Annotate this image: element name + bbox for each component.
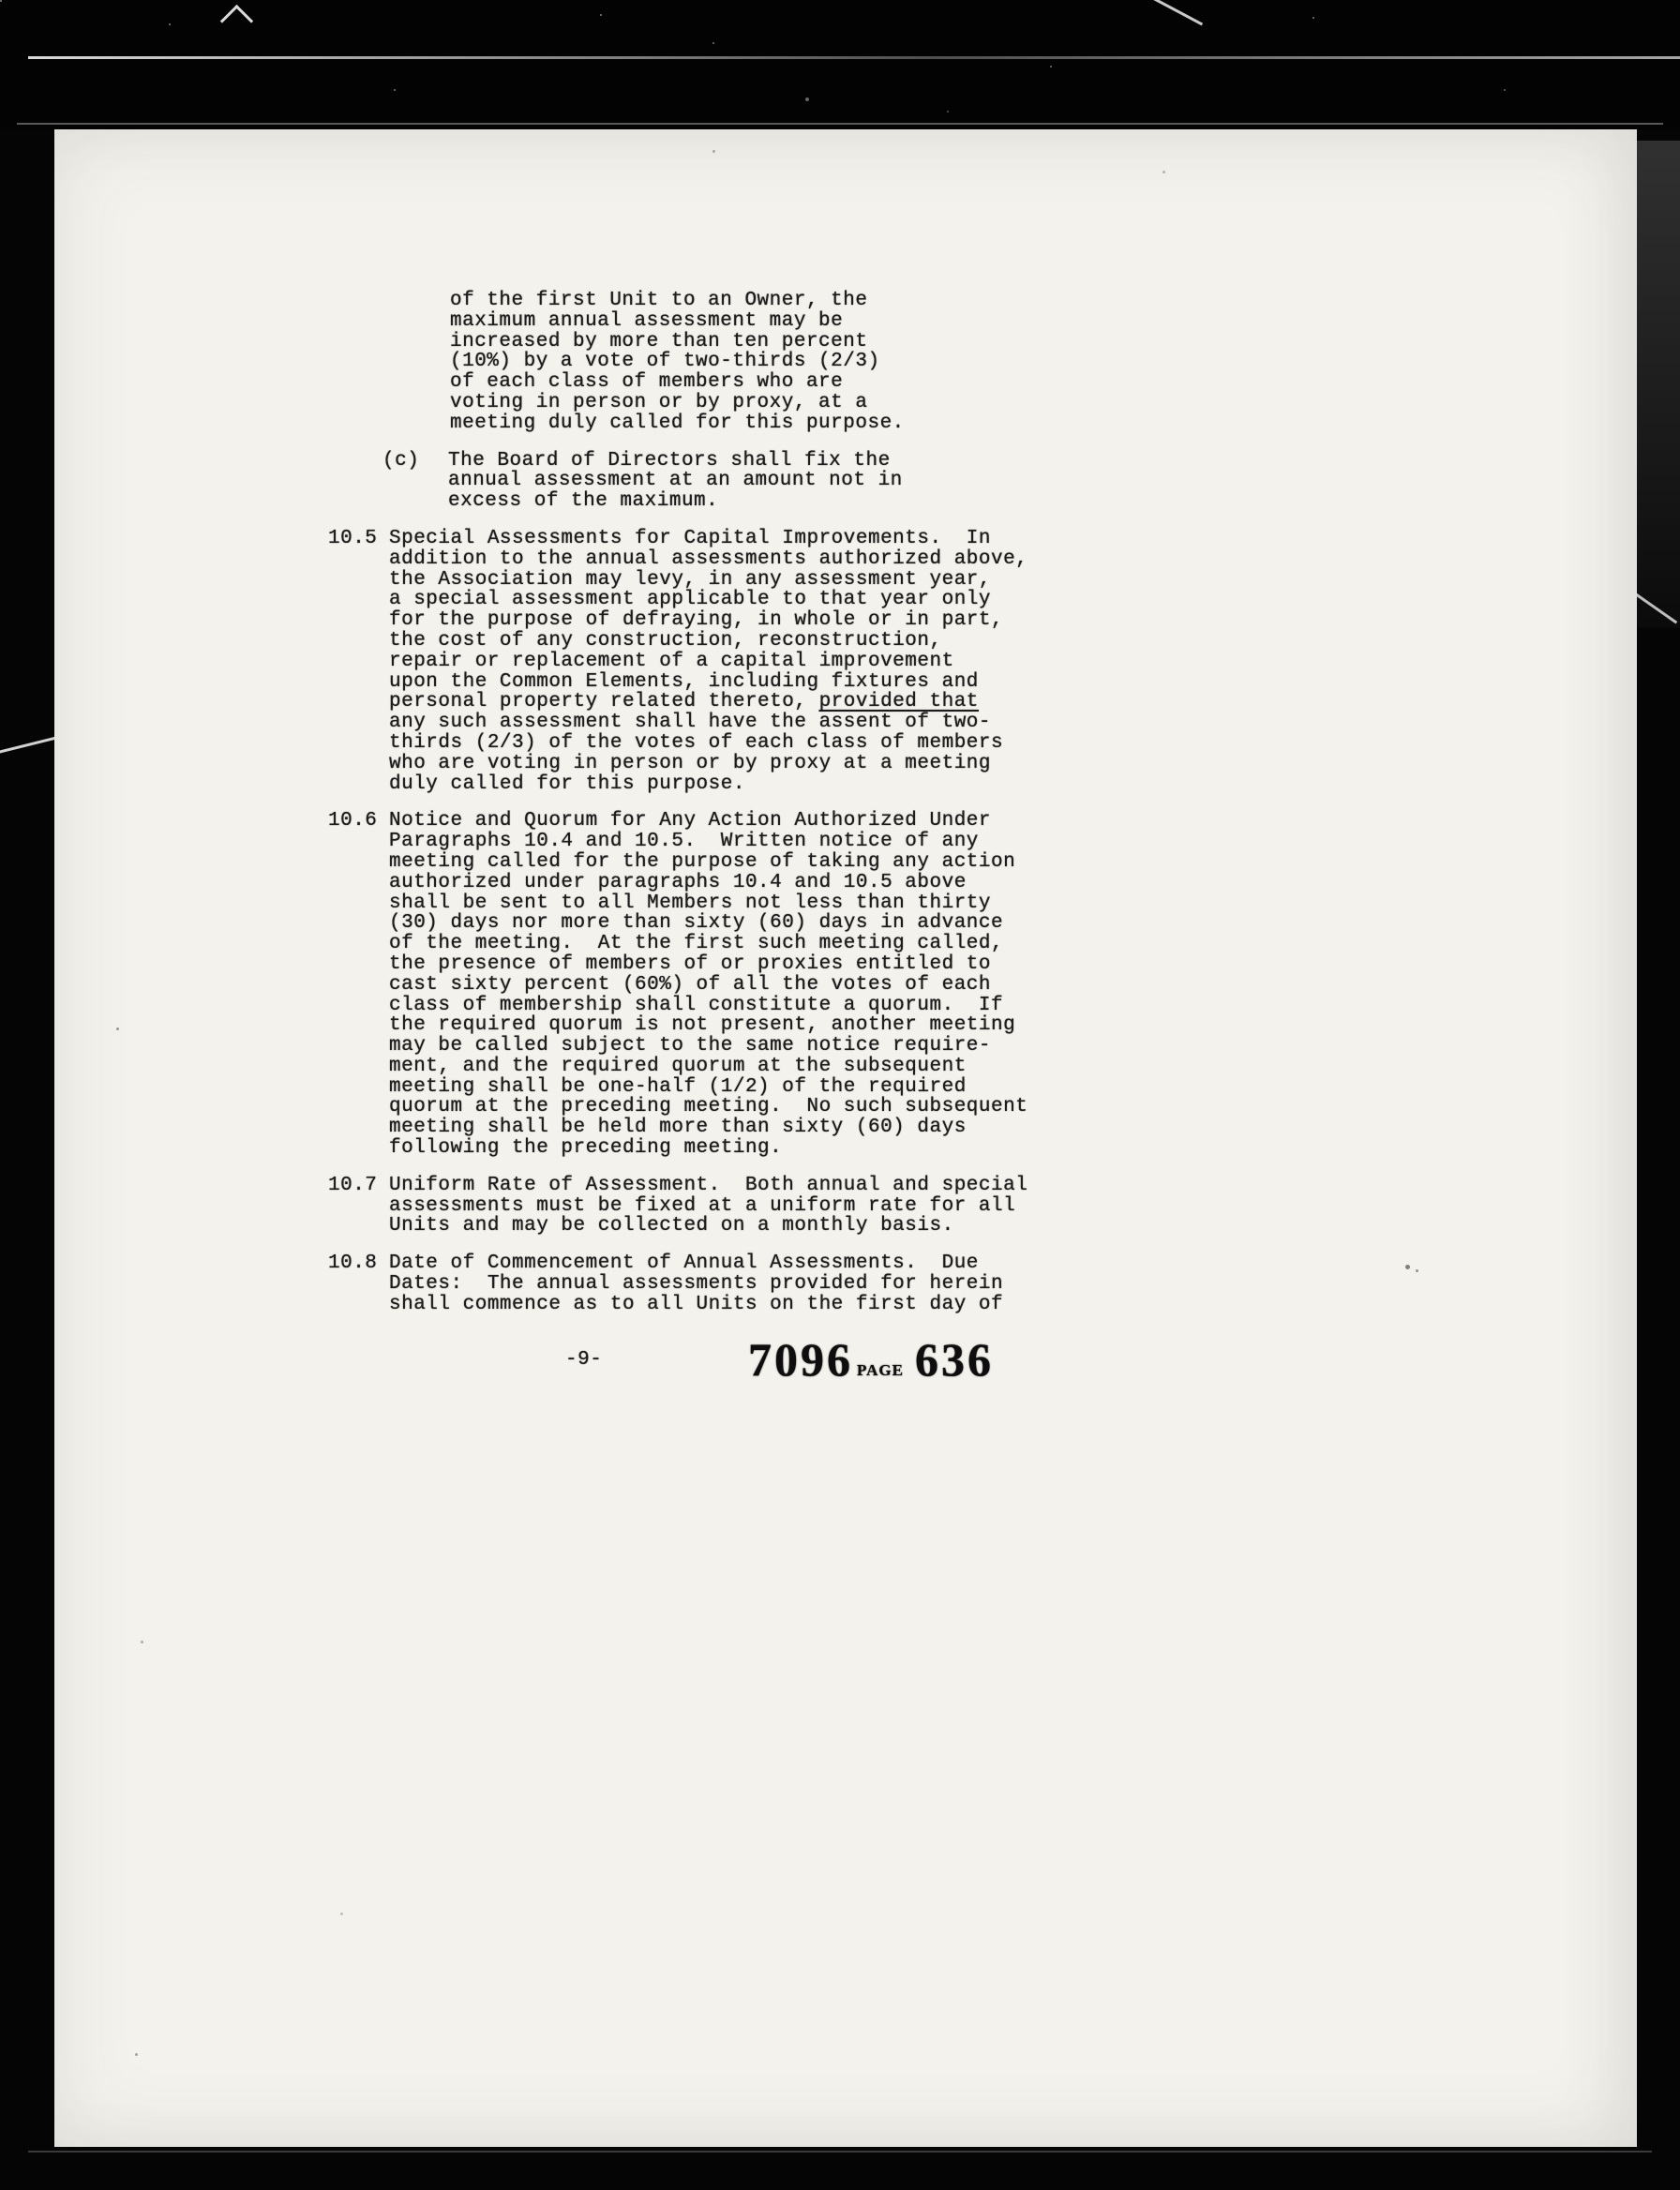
text-line: Uniform Rate of Assessment. Both annual and special [389,1174,1028,1196]
text-line: following the preceding meeting. [389,1137,783,1160]
scan-page-top-edge [17,123,1663,125]
paragraph-lines [389,529,1064,794]
section-number: 10.6 [328,810,378,832]
text-line: The Board of Directors shall fix the [448,449,891,472]
section-10-8 [54,1253,1637,1314]
text-line: meeting shall be one-half (1/2) of the required [389,1075,967,1098]
section-number: 10.8 [328,1252,378,1275]
text-line: upon the Common Elements, including fixtures and [389,670,979,693]
paragraph-lines [448,451,1123,512]
text-line: class of membership shall constitute a quorum. If [389,994,1004,1016]
scan-right-smudge [1637,141,1680,628]
paragraph-lines [389,811,1064,1159]
section-10-7 [54,1176,1637,1237]
text-line: shall be sent to all Members not less than thirty [389,892,992,914]
text-line: thirds (2/3) of the votes of each class of members [389,731,1004,754]
text-line: increased by more than ten percent [450,330,868,352]
stamp-page-value: 636 [914,1332,994,1386]
scan-ink-specks [54,129,57,132]
text-line: Units and may be collected on a monthly basis. [389,1215,954,1238]
text-line: who are voting in person or by proxy at a meeting [389,752,992,774]
text-line: maximum annual assessment may be [450,309,844,332]
text-line: any such assessment shall have the assent of two- [389,712,992,734]
text-line: Notice and Quorum for Any Action Authorized Under [389,810,992,832]
section-number: 10.5 [328,527,378,549]
text-line: meeting shall be held more than sixty (60) days [389,1117,967,1139]
scan-mark-caret [220,5,253,38]
text-line: personal property related thereto, provided that [389,691,979,713]
text-line: quorum at the preceding meeting. No such subsequent [389,1096,1028,1118]
recorder-stamp [748,1332,994,1387]
text-line: meeting called for the purpose of taking any action [389,850,1016,873]
text-line: the required quorum is not present, another meeting [389,1014,1016,1037]
text-line: Dates: The annual assessments provided for herein [389,1273,1004,1296]
text-line: duly called for this purpose. [389,772,745,795]
text-line: of the meeting. At the first such meeting called, [389,933,1004,955]
text-line: ment, and the required quorum at the subsequent [389,1055,967,1077]
scan-scratch-diagonal [1094,0,1203,25]
text-line: of each class of members who are [450,371,844,394]
text-line: the presence of members of or proxies entitled to [389,952,992,975]
text-line: (30) days nor more than sixty (60) days in advance [389,912,1004,935]
scan-noise-dots [0,0,2,2]
text-line: (10%) by a vote of two-thirds (2/3) [450,351,880,373]
paragraph-lines [450,291,1125,434]
clause-label: (c) [382,449,420,472]
paragraph-continuation [54,291,1637,434]
text-line: excess of the maximum. [448,490,719,513]
text-line: addition to the annual assessments authorized above, [389,548,1028,570]
text-line: assessments must be fixed at a uniform rate for all [389,1194,1016,1217]
text-line: voting in person or by proxy, at a [450,391,868,413]
text-line: the Association may levy, in any assessment year, [389,568,992,591]
section-10-6 [54,811,1637,1159]
section-number: 10.7 [328,1174,378,1196]
scan-page-bottom-edge [28,2151,1652,2152]
scan-scratch-line [28,56,1680,59]
section-10-5 [54,529,1637,794]
text-line: repair or replacement of a capital improvement [389,650,954,672]
document-text [54,291,1637,1473]
page-number: -9- [565,1348,603,1371]
text-line: Paragraphs 10.4 and 10.5. Written notice of any [389,831,979,853]
text-line: annual assessment at an amount not in [448,470,903,492]
text-line: for the purpose of defraying, in whole or in part, [389,609,1004,632]
stamp-book-number: 7096 [748,1332,853,1386]
paragraph-lines [389,1253,1064,1314]
stamp-page-label: PAGE [857,1360,904,1379]
text-line: meeting duly called for this purpose. [450,412,905,434]
text-line: cast sixty percent (60%) of all the votes of each [389,973,992,996]
text-line: of the first Unit to an Owner, the [450,290,868,311]
text-line: Special Assessments for Capital Improvements. In [389,527,992,549]
text-line: Date of Commencement of Annual Assessments. Due [389,1252,979,1275]
clause-c [54,451,1637,512]
text-line: may be called subject to the same notice require- [389,1035,992,1058]
scan-top-border [0,0,1680,129]
text-line: the cost of any construction, reconstruction, [389,629,942,652]
text-line: a special assessment applicable to that year only [389,589,992,611]
page-footer [54,1332,1637,1473]
text-line: authorized under paragraphs 10.4 and 10.5 above [389,871,967,893]
document-page [54,129,1637,2147]
paragraph-lines [389,1176,1064,1237]
text-line: shall commence as to all Units on the first day of [389,1293,1004,1315]
